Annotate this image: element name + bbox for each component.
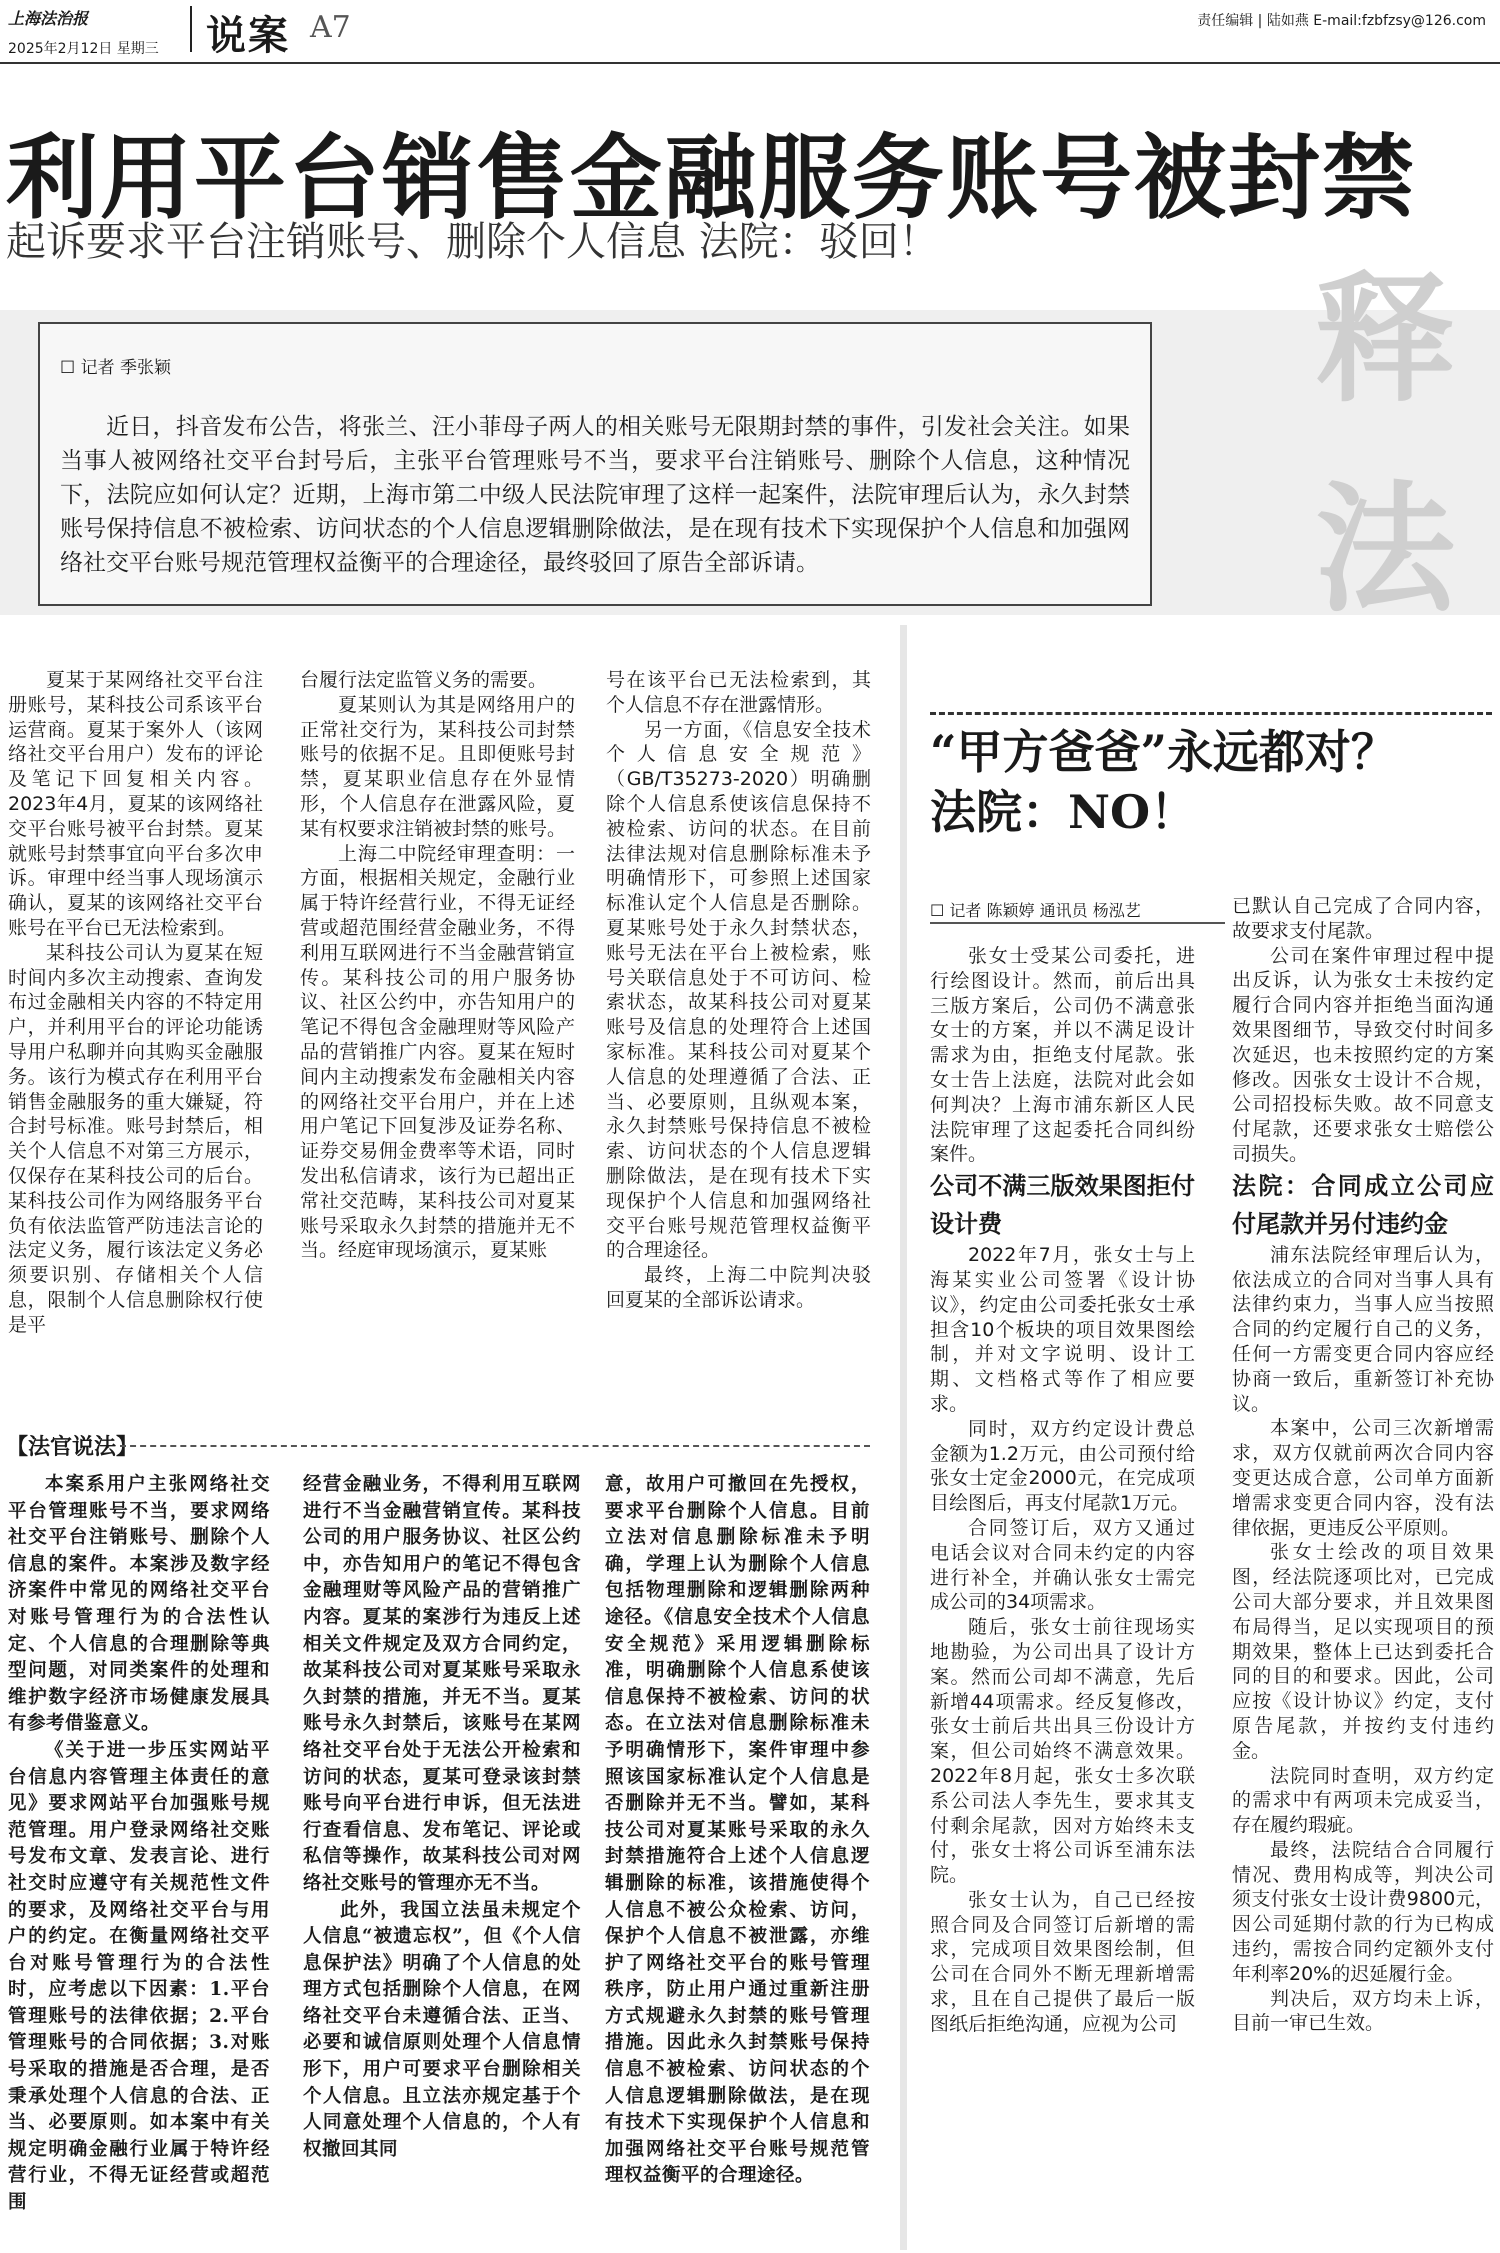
- intro-lead-paragraph: 近日，抖音发布公告，将张兰、汪小菲母子两人的相关账号无限期封禁的事件，引发社会关注。如果当事人被网络社交平台封号后，主张平台管理账号不当，要求平台注销账号、删除个人信息，这种情况下，法院应如何认定？近期，上海市第二中级人民法院审理了这样一起案件，法院审理后认为，永久封禁账号保持信息不被检索、访问状态的个人信息逻辑删除做法，是在现有技术下实现保护个人信息和加强网络社交平台账号规范管理权益衡平的合理途径，最终驳回了原告全部诉请。: [60, 414, 1130, 576]
- judge-column-1: [8, 1472, 270, 2217]
- judge-column-3: [605, 1472, 870, 2190]
- article2-column-2: [1232, 894, 1494, 2036]
- article-column-3: [606, 668, 871, 1313]
- body-paragraph: 本案中，公司三次新增需求，双方仅就前两次合同内容变更达成合意，公司单方面新增需求变更合同内容，没有法律依据，更违反公平原则。: [1232, 1417, 1494, 1539]
- article2-subhead: 法院：合同成立公司应付尾款并另付违约金: [1232, 1171, 1494, 1238]
- page-number: A7: [310, 10, 351, 45]
- body-paragraph: 最终，法院结合合同履行情况、费用构成等，判决公司须支付张女士设计费9800元，因公司延期付款的行为已构成违约，需按合同约定额外支付年利率20%的迟延履行金。: [1232, 1838, 1494, 1985]
- judge-comment-label: 【法官说法】: [6, 1435, 139, 1460]
- body-paragraph: 公司在案件审理过程中提出反诉，认为张女士未按约定履行合同内容并拒绝当面沟通效果图细节，导致交付时间多次延迟，也未按照约定的方案修改。因张女士设计不合规，公司招投标失败。故不同意支付尾款，还要求张女士赔偿公司损失。: [1232, 944, 1494, 1165]
- issue-date: 2025年2月12日 星期三: [8, 41, 159, 57]
- article2-subhead: 公司不满三版效果图拒付设计费: [930, 1172, 1195, 1239]
- header-rule: [0, 62, 1500, 64]
- article2-byline: ☐ 记者 陈颖婷 通讯员 杨泓艺: [930, 901, 1141, 920]
- body-paragraph: 某科技公司认为夏某在短时间内多次主动搜索、查询发布过金融相关内容的不特定用户，并利用平台的评论功能诱导用户私聊并向其购买金融服务。该行为模式存在利用平台销售金融服务的重大嫌疑，符合封号标准。账号封禁后，相关个人信息不对第三方展示，仅保存在某科技公司的后台。某科技公司作为网络服务平台负有依法监管严防违法言论的法定义务，履行该法定义务必须要识别、存储相关个人信息，限制个人信息删除权行使是平: [8, 941, 263, 1336]
- article2-headline: [930, 722, 1490, 842]
- body-paragraph: 本案系用户主张网络社交平台管理账号不当，要求网络社交平台注销账号、删除个人信息的案件。本案涉及数字经济案件中常见的网络社交平台对账号管理行为的合法性认定、个人信息的合理删除等典型问题，对同类案件的处理和维护数字经济市场健康发展具有参考借鉴意义。: [8, 1474, 270, 1735]
- body-paragraph: 上海二中院经审理查明：一方面，根据相关规定，金融行业属于特许经营行业，不得无证经营或超范围经营金融业务，不得利用互联网进行不当金融营销宣传。某科技公司的用户服务协议、社区公约中，亦告知用户的笔记不得包含金融理财等风险产品的营销推广内容。夏某在短时间内主动搜索发布金融相关内容的网络社交平台用户，并在上述用户笔记下回复涉及证券名称、证券交易佣金费率等术语，同时发出私信请求，该行为已超出正常社交范畴，某科技公司对夏某账号采取永久封禁的措施并无不当。经庭审现场演示，夏某账: [300, 842, 575, 1262]
- newspaper-masthead: 上海法治报: [8, 9, 89, 28]
- byline-rule: [930, 922, 1225, 924]
- body-paragraph: 另一方面，《信息安全技术个人信息安全规范》（GB/T35273-2020）明确删除个人信息系使该信息保持不被检索、访问的状态。在目前法律法规对信息删除标准未予明确情形下，可参照上述国家标准认定个人信息是否删除。夏某账号处于永久封禁状态，账号无法在平台上被检索，账号关联信息处于不可访问、检索状态，故某科技公司对夏某账号及信息的处理符合上述国家标准。某科技公司对夏某个人信息的处理遵循了合法、正当、必要原则，且纵观本案，永久封禁账号保持信息不被检索、访问状态的个人信息逻辑删除做法，是在现有技术下实现保护个人信息和加强网络社交平台账号规范管理权益衡平的合理途径。: [606, 718, 871, 1262]
- decor-char: 释: [1314, 258, 1455, 422]
- body-paragraph: 同时，双方约定设计费总金额为1.2万元，由公司预付给张女士定金2000元，在完成项目绘图后，再支付尾款1万元。: [930, 1417, 1195, 1515]
- body-paragraph: 《关于进一步压实网站平台信息内容管理主体责任的意见》要求网站平台加强账号规范管理。用户登录网络社交账号发布文章、发表言论、进行社交时应遵守有关规范性文件的要求，及网络社交平台与用户的约定。在衡量网络社交平台对账号管理行为的合法性时，应考虑以下因素：1.平台管理账号的法律依据；2.平台管理账号的合同依据；3.对账号采取的措施是否合理，是否秉承处理个人信息的合法、正当、必要原则。如本案中有关规定明确金融行业属于特许经营行业，不得无证经营或超范围: [8, 1739, 270, 2214]
- judge-column-2: [303, 1472, 581, 2163]
- header-divider: [190, 6, 192, 52]
- column-separator: [900, 625, 907, 2250]
- main-headline: 利用平台销售金融服务账号被封禁: [6, 124, 1417, 232]
- body-paragraph: 判决后，双方均未上诉，目前一审已生效。: [1232, 1987, 1494, 2035]
- body-paragraph: 夏某于某网络社交平台注册账号，某科技公司系该平台运营商。夏某于案外人（该网络社交平台用户）发布的评论及笔记下回复相关内容。2023年4月，夏某的该网络社交平台账号被平台封禁。夏某就账号封禁事宜向平台多次申诉。审理中经当事人现场演示确认，夏某的该网络社交平台账号在平台已无法检索到。: [8, 669, 263, 939]
- dashed-rule: [120, 1445, 870, 1447]
- body-paragraph: 合同签订后，双方又通过电话会议对合同未约定的内容进行补全，并确认张女士需完成公司的34项需求。: [930, 1516, 1195, 1614]
- body-paragraph: 夏某则认为其是网络用户的正常社交行为，某科技公司封禁账号的依据不足。且即便账号封禁，夏某职业信息存在外显情形，个人信息存在泄露风险，夏某有权要求注销被封禁的账号。: [300, 693, 575, 840]
- intro-byline: ☐ 记者 季张颖: [60, 358, 172, 378]
- body-paragraph: 法院同时查明，双方约定的需求中有两项未完成妥当，存在履约瑕疵。: [1232, 1764, 1494, 1837]
- body-paragraph: 已默认自己完成了合同内容，故要求支付尾款。: [1232, 895, 1494, 942]
- article-column-1: [8, 668, 263, 1338]
- article2-column-1: [930, 944, 1195, 2037]
- body-paragraph: 张女士受某公司委托，进行绘图设计。然而，前后出具三版方案后，公司仍不满意张女士的方案，并以不满足设计需求为由，拒绝支付尾款。张女士告上法庭，法院对此会如何判决？上海市浦东新区人民法院审理了这起委托合同纠纷案件。: [930, 945, 1195, 1166]
- decorative-calligraphy: [1310, 235, 1460, 655]
- body-paragraph: 浦东法院经审理后认为，依法成立的合同对当事人具有法律约束力，当事人应当按照合同的约定履行自己的义务，任何一方需变更合同内容应经协商一致后，重新签订补充协议。: [1232, 1243, 1494, 1415]
- dashed-rule: [930, 712, 1492, 715]
- body-paragraph: 随后，张女士前往现场实地勘验，为公司出具了设计方案。然而公司却不满意，先后新增44项需求。经反复修改，张女士前后共出具三份设计方案，但公司始终不满意效果。2022年8月起，张女士多次联系公司法人李先生，要求其支付剩余尾款，因对方始终未支付，张女士将公司诉至浦东法院。: [930, 1616, 1195, 1887]
- article2-headline-line: “甲方爸爸”永远都对？: [930, 725, 1397, 779]
- decor-char: 法: [1314, 468, 1455, 632]
- article2-headline-line: 法院：NO！: [930, 785, 1197, 839]
- body-paragraph: 最终，上海二中院判决驳回夏某的全部诉讼请求。: [606, 1264, 871, 1311]
- sub-headline: 起诉要求平台注销账号、删除个人信息 法院：驳回！: [6, 219, 939, 265]
- body-paragraph: 张女士认为，自己已经按照合同及合同签订后新增的需求，完成项目效果图绘制，但公司在合同外不断无理新增需求，且在自己提供了最后一版图纸后拒绝沟通，应视为公司: [930, 1888, 1195, 2035]
- editor-credit: 责任编辑 | 陆如燕 E-mail:fzbfzsy@126.com: [1197, 13, 1486, 29]
- section-name: 说案: [206, 12, 290, 59]
- body-paragraph: 号在该平台已无法检索到，其个人信息不存在泄露情形。: [606, 669, 871, 716]
- body-paragraph: 此外，我国立法虽未规定个人信息“被遗忘权”，但《个人信息保护法》明确了个人信息的处理方式包括删除个人信息，在网络社交平台未遵循合法、正当、必要和诚信原则处理个人信息情形下，用户可要求平台删除相关个人信息。且立法亦规定基于个人同意处理个人信息的，个人有权撤回其同: [303, 1899, 581, 2160]
- body-paragraph: 经营金融业务，不得利用互联网进行不当金融营销宣传。某科技公司的用户服务协议、社区公约中，亦告知用户的笔记不得包含金融理财等风险产品的营销推广内容。夏某的案涉行为违反上述相关文件规定及双方合同约定，故某科技公司对夏某账号采取永久封禁的措施，并无不当。夏某账号永久封禁后，该账号在某网络社交平台处于无法公开检索和访问的状态，夏某可登录该封禁账号向平台进行申诉，但无法进行查看信息、发布笔记、评论或私信等操作，故某科技公司对网络社交账号的管理亦无不当。: [303, 1474, 581, 1894]
- article-column-2: [300, 668, 575, 1263]
- body-paragraph: 台履行法定监管义务的需要。: [300, 669, 548, 691]
- body-paragraph: 张女士绘改的项目效果图，经法院逐项比对，已完成公司大部分要求，并且效果图布局得当，足以实现项目的预期效果，整体上已达到委托合同的目的和要求。因此，公司应按《设计协议》约定，支付原告尾款，并按约支付违约金。: [1232, 1541, 1494, 1762]
- body-paragraph: 2022年7月，张女士与上海某实业公司签署《设计协议》，约定由公司委托张女士承担含10个板块的项目效果图绘制，并对文字说明、设计工期、文档格式等作了相应要求。: [930, 1244, 1195, 1415]
- body-paragraph: 意，故用户可撤回在先授权，要求平台删除个人信息。目前立法对信息删除标准未予明确，学理上认为删除个人信息包括物理删除和逻辑删除两种途径。《信息安全技术个人信息安全规范》采用逻辑删除标准，明确删除个人信息系使该信息保持不被检索、访问的状态。在立法对信息删除标准未予明确情形下，案件审理中参照该国家标准认定个人信息是否删除并无不当。譬如，某科技公司对夏某账号采取的永久封禁措施符合上述个人信息逻辑删除的标准，该措施使得个人信息不被公众检索、访问，保护个人信息不被泄露，亦维护了网络社交平台的账号管理秩序，防止用户通过重新注册方式规避永久封禁的账号管理措施。因此永久封禁账号保持信息不被检索、访问状态的个人信息逻辑删除做法，是在现有技术下实现保护个人信息和加强网络社交平台账号规范管理权益衡平的合理途径。: [605, 1474, 870, 2187]
